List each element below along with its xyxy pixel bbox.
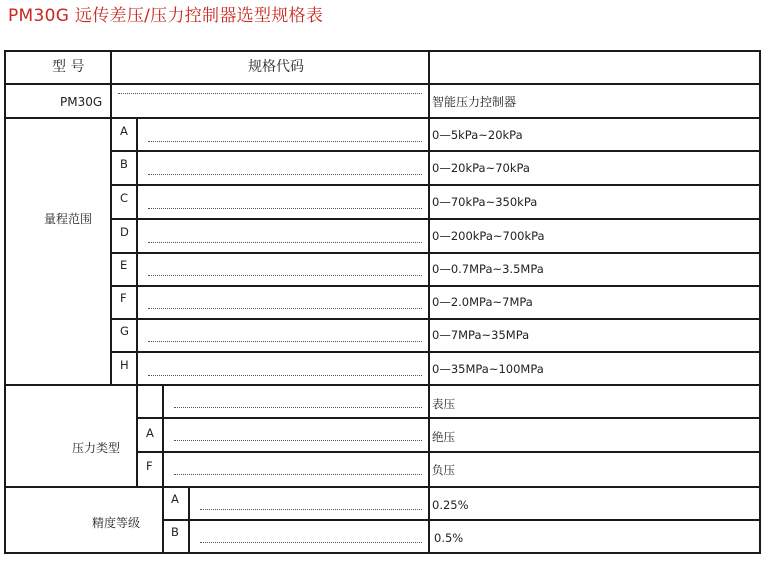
range-code: D xyxy=(120,225,129,239)
accuracy-code-column-border xyxy=(188,486,190,554)
model-description: 智能压力控制器 xyxy=(432,95,517,109)
pressure-type-value: 表压 xyxy=(432,397,455,411)
model-header: 型 号 xyxy=(52,59,85,75)
leader-dots xyxy=(148,375,422,376)
leader-dots xyxy=(148,341,422,342)
pressure-type-value: 绝压 xyxy=(432,430,455,444)
table-right-border xyxy=(759,50,761,554)
row-divider xyxy=(4,83,761,85)
row-divider xyxy=(136,417,761,419)
range-code: C xyxy=(120,191,129,205)
range-code: H xyxy=(120,358,129,372)
row-divider xyxy=(112,150,761,152)
range-code: B xyxy=(120,157,128,171)
accuracy-value: 0.5% xyxy=(434,531,464,545)
spec-code-header: 规格代码 xyxy=(248,59,304,75)
row-divider xyxy=(4,117,761,119)
leader-dots xyxy=(148,308,422,309)
type-code-column-border xyxy=(162,384,164,554)
leader-dots xyxy=(148,174,422,175)
leader-dots xyxy=(200,542,422,543)
row-divider xyxy=(112,318,761,320)
range-value: 0—2.0MPa~7MPa xyxy=(432,295,533,309)
row-divider xyxy=(163,519,761,521)
range-value: 0—0.7MPa~3.5MPa xyxy=(432,262,544,276)
accuracy-value: 0.25% xyxy=(432,498,469,512)
model-code: PM30G xyxy=(60,95,103,109)
range-value: 0—70kPa~350kPa xyxy=(432,195,538,209)
leader-dots xyxy=(148,208,422,209)
range-code-column-border xyxy=(136,117,138,386)
leader-dots xyxy=(174,474,422,475)
row-divider xyxy=(4,384,761,386)
leader-dots xyxy=(118,93,422,94)
pressure-type-label: 压力类型 xyxy=(72,441,121,455)
table-top-border xyxy=(4,50,761,52)
row-divider xyxy=(112,184,761,186)
row-divider xyxy=(112,252,761,254)
range-value: 0—35MPa~100MPa xyxy=(432,362,544,376)
pressure-type-value: 负压 xyxy=(432,463,455,477)
range-label: 量程范围 xyxy=(44,212,93,226)
accuracy-code: B xyxy=(171,525,179,539)
leader-dots xyxy=(174,407,422,408)
page-title: PM30G 远传差压/压力控制器选型规格表 xyxy=(8,6,324,26)
range-code: A xyxy=(120,124,128,138)
pressure-type-code: A xyxy=(146,426,154,440)
model-column-border xyxy=(110,50,112,386)
leader-dots xyxy=(174,440,422,441)
range-value: 0—5kPa~20kPa xyxy=(432,128,523,142)
leader-dots xyxy=(148,275,422,276)
value-column-border xyxy=(428,50,430,554)
accuracy-code: A xyxy=(171,492,179,506)
leader-dots xyxy=(148,141,422,142)
row-divider xyxy=(112,285,761,287)
table-bottom-border xyxy=(4,552,761,554)
range-code: F xyxy=(120,291,127,305)
accuracy-label: 精度等级 xyxy=(92,516,141,530)
range-value: 0—20kPa~70kPa xyxy=(432,161,530,175)
range-value: 0—200kPa~700kPa xyxy=(432,229,545,243)
range-value: 0—7MPa~35MPa xyxy=(432,328,530,342)
row-divider xyxy=(4,486,761,488)
leader-dots xyxy=(200,509,422,510)
type-left-border xyxy=(136,384,138,488)
range-code: E xyxy=(120,258,128,272)
leader-dots xyxy=(148,242,422,243)
row-divider xyxy=(112,351,761,353)
row-divider xyxy=(112,218,761,220)
range-code: G xyxy=(120,324,129,338)
pressure-type-code: F xyxy=(146,459,153,473)
row-divider xyxy=(136,451,761,453)
table-left-border xyxy=(4,50,6,554)
